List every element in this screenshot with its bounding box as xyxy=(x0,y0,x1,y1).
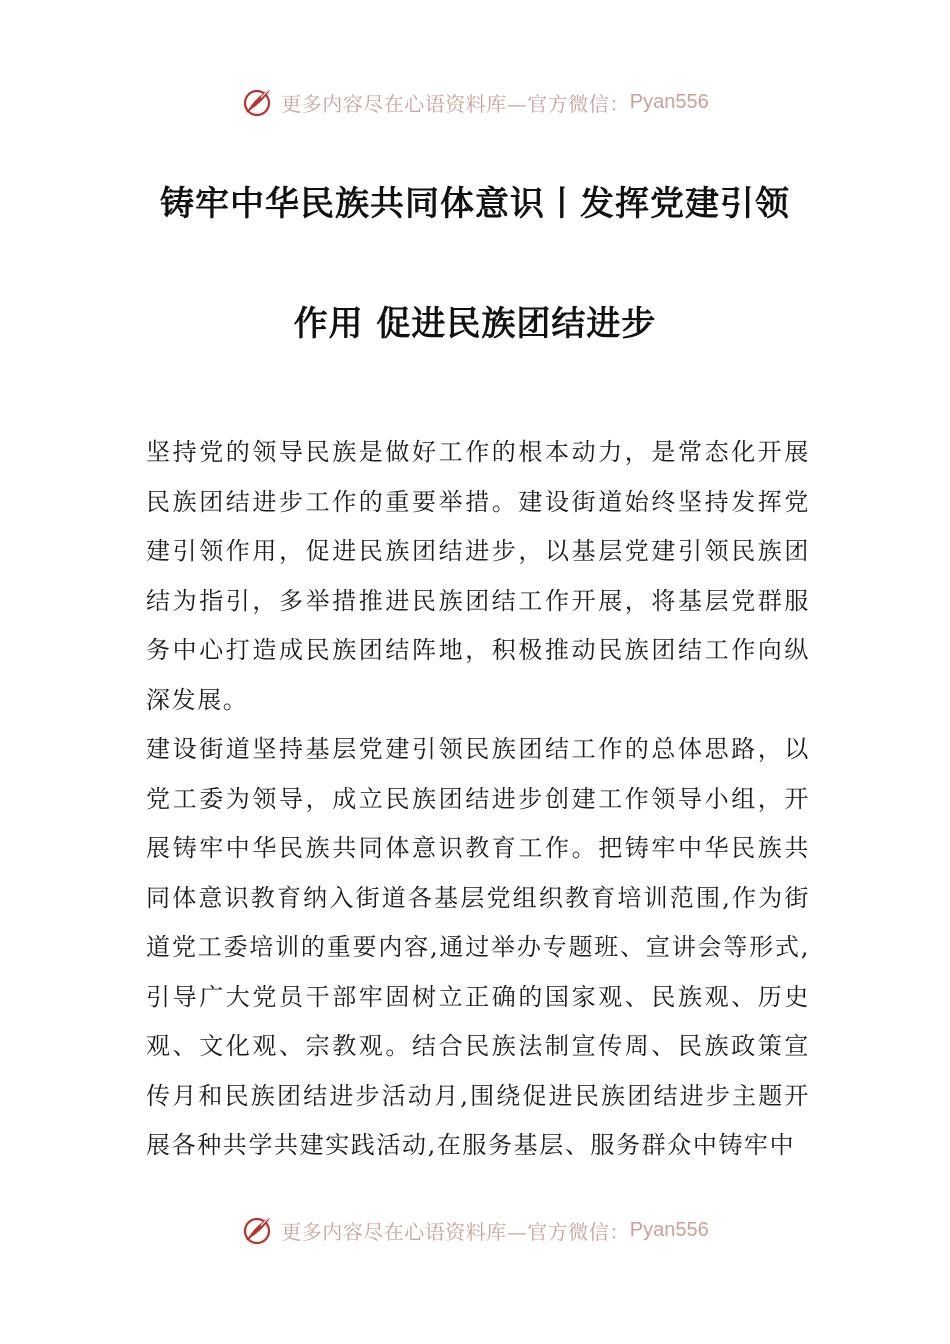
paragraph: 建设街道坚持基层党建引领民族团结工作的总体思路，以党工委为领导，成立民族团结进步创建工作领导小组，开展铸牢中华民族共同体意识教育工作。把铸牢中华民族共同体意识教育纳入街道各基层党组织教育培训范围,作为街道党工委培训的重要内容,通过举办专题班、宣讲会等形式,引导广大党员干部牢固树立正确的国家观、民族观、历史观、文化观、宗教观。结合民族法制宣传周、民族政策宣传月和民族团结进步活动月,围绕促进民族团结进步主题开展各种共学共建实践活动,在服务基层、服务群众中铸牢中 xyxy=(146,735,810,1159)
banner-text: 更多内容尽在心语资料库—官方微信： xyxy=(281,91,630,116)
banner-text: 更多内容尽在心语资料库—官方微信： xyxy=(281,1219,630,1244)
wechat-id: Pyan556 xyxy=(629,90,709,113)
header-banner xyxy=(0,82,950,122)
footer-banner xyxy=(0,1210,950,1250)
wechat-id: Pyan556 xyxy=(629,1218,709,1241)
title-line-2: 作用 促进民族团结进步 xyxy=(293,304,657,344)
paragraph: 坚持党的领导民族是做好工作的根本动力，是常态化开展民族团结进步工作的重要举措。建设街道始终坚持发挥党建引领作用，促进民族团结进步，以基层党建引领民族团结为指引，多举措推进民族团结工作开展，将基层党群服务中心打造成民族团结阵地，积极推动民族团结工作向纵深发展。 xyxy=(146,438,810,714)
title-line-1: 铸牢中华民族共同体意识丨发挥党建引领 xyxy=(160,184,790,224)
quill-logo-icon xyxy=(241,1212,277,1248)
article-body xyxy=(146,428,810,1171)
quill-logo-icon xyxy=(241,84,277,120)
